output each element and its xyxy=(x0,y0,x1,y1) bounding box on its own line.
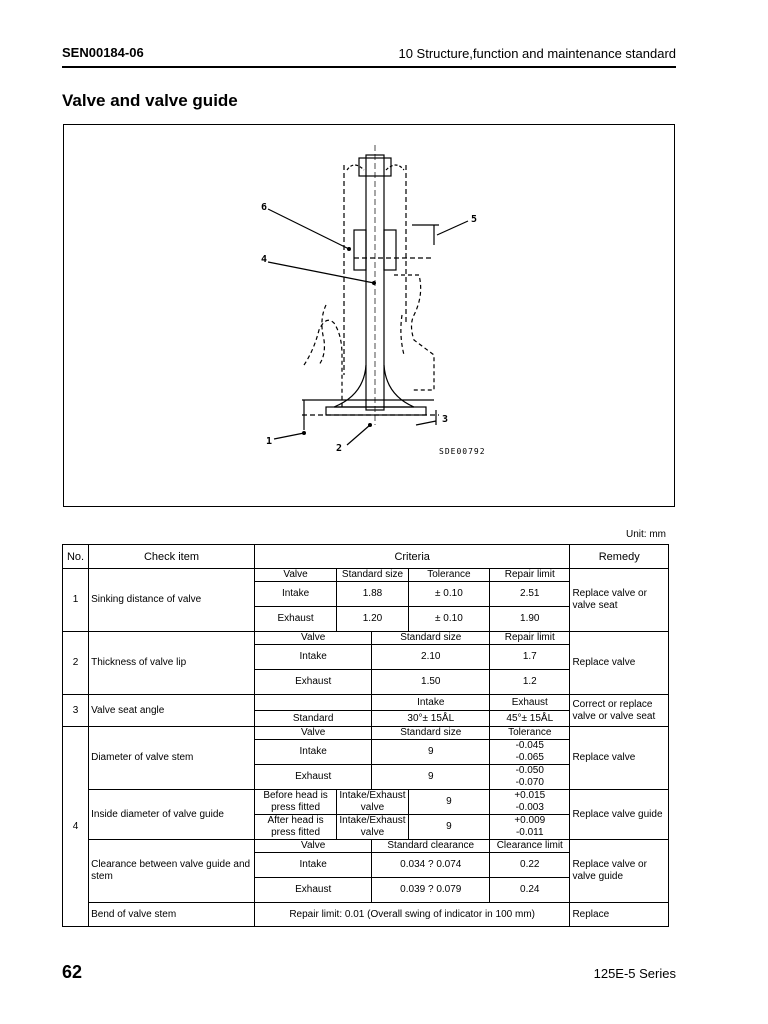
header-no: No. xyxy=(63,545,89,569)
check-item: Diameter of valve stem xyxy=(89,727,255,790)
section-title: 10 Structure,function and maintenance standard xyxy=(398,46,676,61)
cell: 9 xyxy=(372,765,490,790)
cell xyxy=(490,740,570,765)
cell-line: valve xyxy=(360,827,385,838)
cell: ± 0.10 xyxy=(408,607,489,632)
cell xyxy=(337,790,408,815)
table-row xyxy=(63,840,669,853)
sub-header: Tolerance xyxy=(490,727,570,740)
cell-line: valve xyxy=(360,802,385,813)
sub-header: Valve xyxy=(254,569,336,582)
header-check-item: Check item xyxy=(89,545,255,569)
row-no: 2 xyxy=(63,632,89,695)
page-number: 62 xyxy=(62,962,83,982)
sub-header: Intake xyxy=(372,695,490,711)
callout-5: 5 xyxy=(471,214,478,225)
cell: Intake xyxy=(254,740,372,765)
check-item: Sinking distance of valve xyxy=(89,569,255,632)
check-item: Thickness of valve lip xyxy=(89,632,255,695)
cell xyxy=(337,815,408,840)
cell: 0.039 ? 0.079 xyxy=(372,878,490,903)
valve-face xyxy=(326,407,426,415)
cell: 2.10 xyxy=(372,645,490,670)
cell xyxy=(254,695,372,711)
cell: Repair limit: 0.01 (Overall swing of indicator in 100 mm) xyxy=(254,903,570,927)
remedy: Replace valve xyxy=(570,632,669,695)
sub-header: Valve xyxy=(254,840,372,853)
remedy: Replace valve or valve seat xyxy=(570,569,669,632)
row-no: 4 xyxy=(63,727,89,927)
document-code: SEN00184-06 xyxy=(62,45,144,60)
callout-3: 3 xyxy=(442,414,449,425)
check-item: Inside diameter of valve guide xyxy=(89,790,255,840)
tol-lower: -0.003 xyxy=(515,802,544,813)
remedy: Replace xyxy=(570,903,669,927)
cell: Exhaust xyxy=(254,670,372,695)
table-row xyxy=(63,569,669,582)
cell: Exhaust xyxy=(254,878,372,903)
callout-1: 1 xyxy=(266,436,273,447)
unit-label: Unit: mm xyxy=(626,529,666,540)
tol-upper: +0.015 xyxy=(514,790,546,801)
callout-6: 6 xyxy=(261,202,268,213)
cell xyxy=(490,790,570,815)
spec-table xyxy=(62,544,669,927)
cell: Standard xyxy=(254,711,372,727)
cell-line: Before head is xyxy=(263,790,328,801)
cell-line: After head is xyxy=(267,815,324,826)
remedy: Correct or replace valve or valve seat xyxy=(570,695,669,727)
table-row xyxy=(63,632,669,645)
table-header-row xyxy=(63,545,669,569)
cell: 1.88 xyxy=(337,582,408,607)
table-row xyxy=(63,727,669,740)
cell: Intake xyxy=(254,645,372,670)
cell: 9 xyxy=(372,740,490,765)
tol-lower: -0.070 xyxy=(515,777,544,788)
cell xyxy=(254,815,336,840)
cell: 9 xyxy=(408,815,489,840)
cell: ± 0.10 xyxy=(408,582,489,607)
valve-diagram xyxy=(64,125,676,508)
cell-line: press fitted xyxy=(271,802,321,813)
cell-line: Intake/Exhaust xyxy=(339,790,406,801)
header-remedy: Remedy xyxy=(570,545,669,569)
remedy: Replace valve guide xyxy=(570,790,669,840)
cell: 1.90 xyxy=(490,607,570,632)
sub-header: Standard size xyxy=(372,727,490,740)
sub-header: Repair limit xyxy=(490,569,570,582)
figure-id: SDE00792 xyxy=(439,447,486,456)
valve-guide-right xyxy=(384,230,396,270)
row-no: 3 xyxy=(63,695,89,727)
valve-guide-left xyxy=(354,230,366,270)
cell: 0.034 ? 0.074 xyxy=(372,853,490,878)
valve-head xyxy=(334,365,414,407)
cell xyxy=(490,765,570,790)
sub-header: Valve xyxy=(254,727,372,740)
cell xyxy=(254,790,336,815)
sub-header: Valve xyxy=(254,632,372,645)
cell: 9 xyxy=(408,790,489,815)
tol-lower: -0.065 xyxy=(515,752,544,763)
tol-lower: -0.011 xyxy=(515,827,544,838)
tol-upper: +0.009 xyxy=(514,815,546,826)
sub-header: Clearance limit xyxy=(490,840,570,853)
table-row xyxy=(63,790,669,815)
remedy: Replace valve xyxy=(570,727,669,790)
row-no: 1 xyxy=(63,569,89,632)
cell: 0.22 xyxy=(490,853,570,878)
table-row xyxy=(63,695,669,711)
cell: Intake xyxy=(254,582,336,607)
cell: 1.7 xyxy=(490,645,570,670)
cell: 45°± 15ÅL xyxy=(490,711,570,727)
cell: Exhaust xyxy=(254,765,372,790)
cell-line: press fitted xyxy=(271,827,321,838)
cell: 30°± 15ÅL xyxy=(372,711,490,727)
sub-header: Exhaust xyxy=(490,695,570,711)
sub-header: Repair limit xyxy=(490,632,570,645)
valve-figure xyxy=(63,124,675,507)
callout-2: 2 xyxy=(336,443,343,454)
sub-header: Standard size xyxy=(372,632,490,645)
table-row xyxy=(63,903,669,927)
check-item: Clearance between valve guide and stem xyxy=(89,840,255,903)
page-title: Valve and valve guide xyxy=(62,91,238,110)
cell: 2.51 xyxy=(490,582,570,607)
cell-line: Intake/Exhaust xyxy=(339,815,406,826)
header-criteria: Criteria xyxy=(254,545,570,569)
cell: 1.2 xyxy=(490,670,570,695)
cell: Exhaust xyxy=(254,607,336,632)
tol-upper: -0.050 xyxy=(515,765,544,776)
cell: 1.20 xyxy=(337,607,408,632)
sub-header: Standard size xyxy=(337,569,408,582)
series-label: 125E-5 Series xyxy=(593,966,676,981)
remedy: Replace valve or valve guide xyxy=(570,840,669,903)
sub-header: Standard clearance xyxy=(372,840,490,853)
cell xyxy=(490,815,570,840)
callout-4: 4 xyxy=(261,254,268,265)
header-rule xyxy=(62,66,676,68)
cell: Intake xyxy=(254,853,372,878)
check-item: Bend of valve stem xyxy=(89,903,255,927)
tol-upper: -0.045 xyxy=(515,740,544,751)
check-item: Valve seat angle xyxy=(89,695,255,727)
cell: 0.24 xyxy=(490,878,570,903)
cell: 1.50 xyxy=(372,670,490,695)
sub-header: Tolerance xyxy=(408,569,489,582)
